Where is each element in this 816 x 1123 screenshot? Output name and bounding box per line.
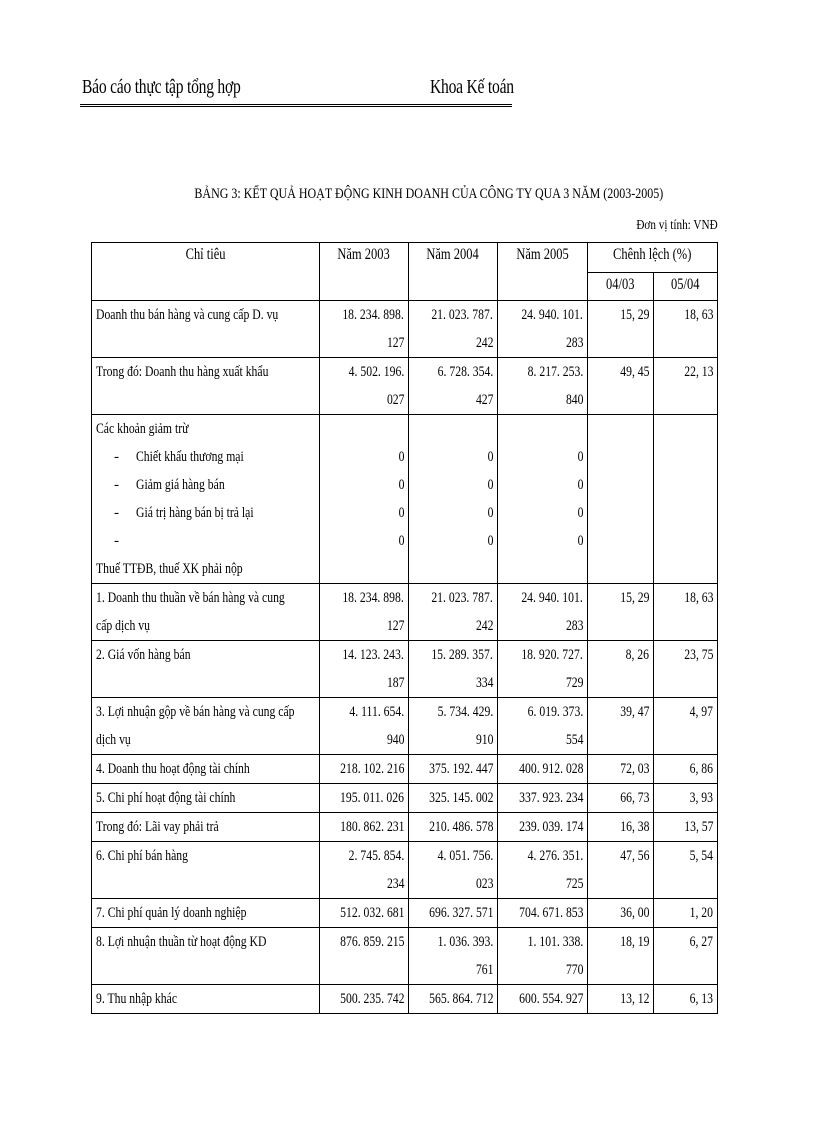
- value-line: 0: [577, 533, 583, 549]
- value-y2005: [498, 415, 588, 584]
- value-y2005: [498, 813, 588, 842]
- value-y2003: [320, 584, 409, 641]
- diff-d0504: 18, 63: [654, 584, 718, 641]
- diff-d0403: 72, 03: [588, 755, 654, 784]
- diff-d0504: 4, 97: [654, 698, 718, 755]
- value-line: 940: [386, 732, 404, 748]
- diff-d0504: 1, 20: [654, 899, 718, 928]
- value-line: 283: [565, 618, 583, 634]
- value-line: 4. 276. 351.: [527, 848, 583, 864]
- bullet-dash: -: [114, 449, 119, 465]
- value-y2005: [498, 698, 588, 755]
- value-line: 876. 859. 215: [339, 934, 404, 950]
- row-label: [92, 358, 320, 415]
- value-line: 195. 011. 026: [340, 790, 404, 806]
- value-line: 427: [475, 392, 493, 408]
- value-y2003: [320, 698, 409, 755]
- value-y2005: [498, 985, 588, 1014]
- value-line: 334: [475, 675, 493, 691]
- value-y2004: [409, 784, 498, 813]
- value-line: 242: [475, 618, 493, 634]
- diff-d0403: 15, 29: [588, 584, 654, 641]
- diff-d0403: 39, 47: [588, 698, 654, 755]
- table-row: [92, 842, 718, 899]
- value-line: 8. 217. 253.: [527, 364, 583, 380]
- value-line: 4. 051. 756.: [437, 848, 493, 864]
- value-line: 187: [386, 675, 404, 691]
- value-y2004: [409, 301, 498, 358]
- value-line: 512. 032. 681: [339, 905, 404, 921]
- value-line: 210. 486. 578: [428, 819, 493, 835]
- sub-item: - Giá trị hàng bán bị trả lại: [96, 499, 319, 527]
- table-row: [92, 784, 718, 813]
- diff-d0504: 13, 57: [654, 813, 718, 842]
- row-label: [92, 899, 320, 928]
- value-y2005: [498, 928, 588, 985]
- label-line: 2. Giá vốn hàng bán: [96, 647, 191, 663]
- table-row: [92, 755, 718, 784]
- value-y2005: [498, 755, 588, 784]
- diff-d0403: 47, 56: [588, 842, 654, 899]
- value-line: 283: [565, 335, 583, 351]
- value-y2004: [409, 813, 498, 842]
- value-line: 027: [386, 392, 404, 408]
- label-line: 3. Lợi nhuận gộp về bán hàng và cung cấp: [96, 704, 295, 720]
- value-line: 023: [475, 876, 493, 892]
- value-y2003: [320, 641, 409, 698]
- table-row: [92, 813, 718, 842]
- diff-d0403: [588, 415, 654, 584]
- value-line: 24. 940. 101.: [521, 307, 583, 323]
- sub-item: - Chiết khấu thương mại: [96, 443, 319, 471]
- value-line: 725: [565, 876, 583, 892]
- value-line: 0: [487, 505, 493, 521]
- value-line: 0: [577, 477, 583, 493]
- diff-d0403: 66, 73: [588, 784, 654, 813]
- value-line: 0: [487, 533, 493, 549]
- value-line: 0: [577, 505, 583, 521]
- value-line: 24. 940. 101.: [521, 590, 583, 606]
- col-2003: Năm 2003: [320, 243, 409, 301]
- row-label: [92, 755, 320, 784]
- value-line: 4. 111. 654.: [349, 704, 404, 720]
- label-line: Trong đó: Doanh thu hàng xuất khẩu: [96, 364, 269, 380]
- table-row: [92, 358, 718, 415]
- value-y2003: [320, 899, 409, 928]
- value-line: 127: [386, 618, 404, 634]
- label-line: Doanh thu bán hàng và cung cấp D. vụ: [96, 307, 279, 323]
- value-y2005: [498, 899, 588, 928]
- value-y2003: [320, 784, 409, 813]
- value-y2004: [409, 358, 498, 415]
- diff-d0403: 16, 38: [588, 813, 654, 842]
- value-y2004: [409, 928, 498, 985]
- diff-d0504: 5, 54: [654, 842, 718, 899]
- unit-label: Đơn vị tính: VNĐ: [636, 218, 718, 233]
- value-line: 0: [398, 505, 404, 521]
- label-line: 5. Chi phí hoạt động tài chính: [96, 790, 236, 806]
- value-line: 554: [565, 732, 583, 748]
- value-line: 18. 234. 898.: [342, 590, 404, 606]
- value-y2004: [409, 584, 498, 641]
- table-row: [92, 584, 718, 641]
- row-label: [92, 985, 320, 1014]
- value-line: 242: [475, 335, 493, 351]
- diff-d0504: 6, 86: [654, 755, 718, 784]
- value-y2003: [320, 928, 409, 985]
- value-line: 375. 192. 447: [428, 761, 493, 777]
- value-y2005: [498, 842, 588, 899]
- value-line: 5. 734. 429.: [437, 704, 493, 720]
- col-indicator: Chỉ tiêu: [92, 243, 320, 301]
- sub-item: - Giảm giá hàng bán: [96, 471, 319, 499]
- value-line: 400. 912. 028: [518, 761, 583, 777]
- value-line: 600. 554. 927: [518, 991, 583, 1007]
- col-04-03: 04/03: [588, 273, 654, 301]
- label-line: dịch vụ: [96, 732, 131, 748]
- value-line: 2. 745. 854.: [348, 848, 404, 864]
- business-results-table: [91, 242, 718, 1014]
- value-y2005: [498, 784, 588, 813]
- value-line: 0: [398, 477, 404, 493]
- row-label: [92, 842, 320, 899]
- row-label: [92, 928, 320, 985]
- value-y2003: [320, 985, 409, 1014]
- spacer: [320, 415, 404, 443]
- diff-d0403: 13, 12: [588, 985, 654, 1014]
- value-line: 840: [565, 392, 583, 408]
- value-line: 0: [487, 477, 493, 493]
- value-line: 0: [577, 449, 583, 465]
- value-y2003: [320, 813, 409, 842]
- table-row: [92, 928, 718, 985]
- diff-d0403: 15, 29: [588, 301, 654, 358]
- label-line: 6. Chi phí bán hàng: [96, 848, 188, 864]
- value-line: 127: [386, 335, 404, 351]
- value-line: 239. 039. 174: [518, 819, 583, 835]
- value-y2003: [320, 842, 409, 899]
- value-line: 704. 671. 853: [518, 905, 583, 921]
- value-y2004: [409, 755, 498, 784]
- value-line: 21. 023. 787.: [431, 590, 493, 606]
- label-line: 7. Chi phí quản lý doanh nghiệp: [96, 905, 247, 921]
- value-y2004: [409, 899, 498, 928]
- value-y2005: [498, 301, 588, 358]
- diff-d0504: 22, 13: [654, 358, 718, 415]
- value-y2003: [320, 415, 409, 584]
- table-row: [92, 899, 718, 928]
- report-header: [80, 70, 512, 107]
- table-row: [92, 985, 718, 1014]
- value-line: 1. 036. 393.: [437, 934, 493, 950]
- value-line: 696. 327. 571: [428, 905, 493, 921]
- label-line: cấp dịch vụ: [96, 618, 150, 634]
- value-y2004: [409, 641, 498, 698]
- value-y2003: [320, 358, 409, 415]
- value-line: 18. 920. 727.: [521, 647, 583, 663]
- diff-d0504: [654, 415, 718, 584]
- header-right-title: Khoa Kế toán: [430, 76, 514, 98]
- value-line: 180. 862. 231: [339, 819, 404, 835]
- table-row: [92, 301, 718, 358]
- label-line: Trong đó: Lãi vay phải trả: [96, 819, 219, 835]
- diff-d0403: 36, 00: [588, 899, 654, 928]
- value-line: 15. 289. 357.: [431, 647, 493, 663]
- value-line: 4. 502. 196.: [348, 364, 404, 380]
- value-line: 21. 023. 787.: [431, 307, 493, 323]
- table-row: [92, 698, 718, 755]
- diff-d0504: 3, 93: [654, 784, 718, 813]
- row-label: [92, 415, 320, 584]
- col-2004: Năm 2004: [409, 243, 498, 301]
- col-05-04: 05/04: [654, 273, 718, 301]
- value-y2004: [409, 698, 498, 755]
- value-line: 910: [475, 732, 493, 748]
- header-left-title: Báo cáo thực tập tổng hợp: [82, 76, 241, 98]
- value-line: 0: [398, 533, 404, 549]
- spacer: [409, 415, 493, 443]
- diff-d0504: 6, 27: [654, 928, 718, 985]
- row-label: [92, 698, 320, 755]
- diff-d0504: 18, 63: [654, 301, 718, 358]
- value-line: 770: [565, 962, 583, 978]
- diff-d0403: 8, 26: [588, 641, 654, 698]
- value-line: 761: [475, 962, 493, 978]
- col-difference: Chênh lệch (%): [588, 243, 718, 273]
- value-line: 18. 234. 898.: [342, 307, 404, 323]
- value-line: 1. 101. 338.: [527, 934, 583, 950]
- value-line: 0: [398, 449, 404, 465]
- table-title: BẢNG 3: KẾT QUẢ HOẠT ĐỘNG KINH DOANH CỦA CÔNG TY QUA 3 NĂM (2003-2005): [194, 186, 664, 202]
- value-line: 565. 864. 712: [428, 991, 493, 1007]
- diff-d0504: 6, 13: [654, 985, 718, 1014]
- value-y2003: [320, 755, 409, 784]
- value-line: 500. 235. 742: [339, 991, 404, 1007]
- row-label: [92, 584, 320, 641]
- bullet-dash: -: [114, 533, 119, 549]
- label-line: Các khoản giảm trừ: [96, 421, 189, 437]
- value-y2004: [409, 842, 498, 899]
- table-row: [92, 641, 718, 698]
- bullet-dash: -: [114, 505, 119, 521]
- col-2005: Năm 2005: [498, 243, 588, 301]
- value-line: 729: [565, 675, 583, 691]
- row-label: [92, 641, 320, 698]
- label-line: 1. Doanh thu thuần về bán hàng và cung: [96, 590, 285, 606]
- row-label: [92, 301, 320, 358]
- diff-d0504: 23, 75: [654, 641, 718, 698]
- label-line: 4. Doanh thu hoạt động tài chính: [96, 761, 250, 777]
- value-line: 337. 923. 234: [518, 790, 583, 806]
- value-line: 325. 145. 002: [428, 790, 493, 806]
- value-y2005: [498, 641, 588, 698]
- value-y2004: [409, 985, 498, 1014]
- diff-d0403: 49, 45: [588, 358, 654, 415]
- row-label: [92, 813, 320, 842]
- value-line: 218. 102. 216: [339, 761, 404, 777]
- sub-item: -Thuế TTĐB, thuế XK phải nộp: [96, 527, 319, 583]
- value-line: 6. 728. 354.: [437, 364, 493, 380]
- diff-d0403: 18, 19: [588, 928, 654, 985]
- bullet-dash: -: [114, 477, 119, 493]
- label-line: 8. Lợi nhuận thuần từ hoạt động KD: [96, 934, 267, 950]
- label-line: 9. Thu nhập khác: [96, 991, 178, 1007]
- value-y2005: [498, 358, 588, 415]
- table-row: [92, 415, 718, 584]
- value-y2004: [409, 415, 498, 584]
- value-line: 14. 123. 243.: [342, 647, 404, 663]
- spacer: [498, 415, 583, 443]
- value-y2003: [320, 301, 409, 358]
- value-line: 234: [386, 876, 404, 892]
- value-line: 6. 019. 373.: [527, 704, 583, 720]
- value-line: 0: [487, 449, 493, 465]
- row-label: [92, 784, 320, 813]
- value-y2005: [498, 584, 588, 641]
- table-header-row: [92, 243, 718, 273]
